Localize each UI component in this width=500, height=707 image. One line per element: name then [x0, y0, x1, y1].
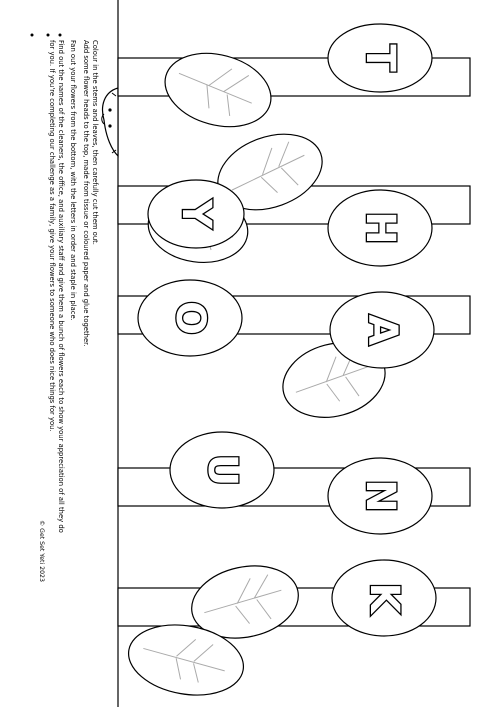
letter-disc-h: [328, 190, 432, 266]
instruction-3: Fan out your flowers from the bottom, with the letters in order and staple in place.: [69, 40, 77, 321]
letter-a: A: [359, 314, 405, 346]
letter-disc-n: [328, 458, 432, 534]
letter-y: Y: [173, 199, 219, 229]
letter-n: N: [357, 479, 403, 513]
flower-leaf: [157, 42, 279, 138]
letter-u: U: [199, 453, 245, 487]
letter-k: K: [361, 582, 407, 614]
instruction-2: Add some flower heads to the top, made from tissue or coloured paper and glue together.: [82, 40, 90, 347]
instruction-5: for you. If you're completing our challenge as a family, give your flowers to someone who does nice things for you.: [48, 40, 56, 432]
instruction-4: Find out the names of the cleaners, the office, and auxiliary staff and give them a bunch of flowers each to show your appreciation of all they do: [57, 40, 65, 533]
letter-t: T: [357, 44, 403, 72]
copyright-credit: © Get Set Yeti 2023: [38, 520, 45, 582]
letter-disc-k: [332, 560, 436, 636]
instruction-1: Colour in the stems and leaves, then carefully cut them out.: [91, 40, 99, 245]
letter-disc-o: [138, 280, 242, 356]
letter-h: H: [357, 211, 403, 245]
letter-disc-y: [148, 180, 244, 248]
bullet-points: [31, 34, 62, 37]
letter-disc-t: [328, 24, 432, 92]
letter-o: O: [167, 300, 213, 336]
letter-disc-u: [170, 432, 274, 508]
instructions-block: [38, 40, 99, 582]
letter-disc-a: [330, 292, 434, 368]
yeti-mascot-icon: [102, 88, 118, 156]
